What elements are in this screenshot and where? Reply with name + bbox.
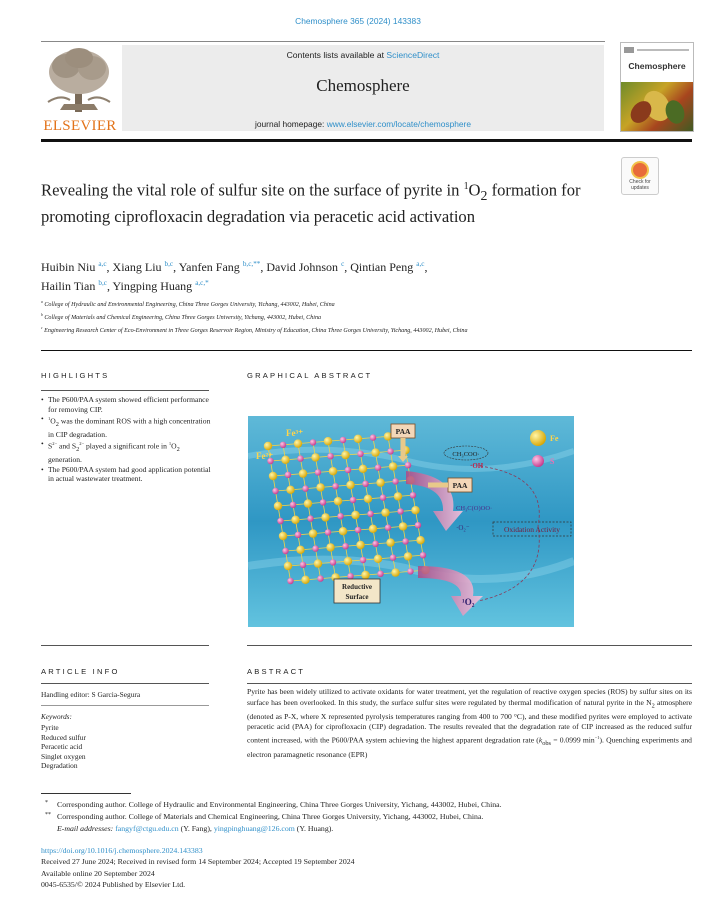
sciencedirect-link[interactable]: ScienceDirect — [386, 50, 440, 60]
s-atom — [410, 492, 416, 498]
s-atom — [392, 478, 398, 484]
ga-paa-label-1: PAA — [395, 427, 411, 436]
fe-atom — [404, 552, 412, 560]
ga-reductive-label-1: Reductive — [342, 583, 372, 591]
author-affiliation-mark[interactable]: c — [341, 260, 345, 268]
author-name[interactable]: Hailin Tian — [41, 279, 96, 293]
s-atom — [302, 485, 308, 491]
s-atom — [387, 448, 393, 454]
s-atom — [310, 439, 316, 445]
keywords-heading: Keywords: — [41, 713, 72, 721]
affiliation-b — [41, 310, 641, 323]
check-updates-text — [622, 180, 658, 191]
copyright-line: 0045-6535/© 2024 Published by Elsevier Ltd. — [41, 880, 186, 890]
abstract-part-4: ). Quenching experiments and electron paramagnetic resonance (EPR) — [247, 735, 692, 759]
fe-atom — [364, 495, 372, 503]
author-affiliation-mark[interactable]: a,c — [416, 260, 425, 268]
fe-atom — [279, 532, 287, 540]
handling-editor: Handling editor: S Garcia-Segura — [41, 690, 141, 699]
fe-atom — [316, 483, 324, 491]
cover-top-strip — [621, 43, 693, 57]
hl-o2-sub: 2 — [55, 421, 59, 429]
article-info-heading: ARTICLE INFO — [41, 667, 120, 676]
journal-citation-link[interactable]: Chemosphere 365 (2024) 143383 — [295, 16, 421, 26]
highlight-text-3: played a significant role in — [85, 441, 167, 451]
footnotes — [41, 799, 681, 836]
fe-atom — [354, 435, 362, 443]
graphical-abstract-figure[interactable] — [248, 416, 574, 627]
homepage-prefix: journal homepage: — [254, 119, 327, 129]
s-atom — [287, 578, 293, 584]
footnote-text-1: Corresponding author. College of Hydraulic and Environmental Engineering, China Three Gorges University, Yichang, 443002, Hubei, China. — [57, 800, 502, 809]
hl-generation: generation. — [48, 455, 82, 465]
fe-atom — [274, 502, 282, 510]
abstract-text — [247, 687, 692, 760]
fe-atom — [369, 525, 377, 533]
title-part-1: Revealing the vital role of sulfur site on the surface of pyrite in — [41, 180, 464, 200]
fe-atom — [411, 506, 419, 514]
affiliations — [41, 297, 641, 336]
highlight-text-2: was the dominant ROS with a high concentration in CIP degradation. — [48, 416, 211, 439]
keywords-rule — [41, 705, 209, 706]
cover-title: Chemosphere — [628, 61, 686, 71]
s-atom — [272, 488, 278, 494]
fe-atom — [291, 516, 299, 524]
ga-legend-fe-ball — [530, 430, 546, 446]
fe-atom — [301, 576, 309, 584]
s-atom — [405, 462, 411, 468]
title-o2-sub: 2 — [480, 187, 488, 203]
fe-atom — [341, 451, 349, 459]
author-affiliation-mark[interactable]: a,c,* — [195, 279, 209, 287]
abstract-k-symbol: k — [538, 735, 543, 745]
s-atom — [300, 562, 306, 568]
footnote-mark-1: * — [45, 800, 48, 806]
author-list: Huibin Niu $^{a,c}$, Xiang Liu $^{b,c}$, Yanfen Fang $^{b,c,**}$, David Johnson $^c$, Qintian Peng $^{a,c}$, Hailin Tian $^{b,c}$, Yingping Huang $^{a,c,*}$ — [41, 260, 428, 293]
fe-atom — [311, 453, 319, 461]
publisher-name: ELSEVIER — [43, 118, 117, 134]
s-atom — [282, 548, 288, 554]
header-thick-rule — [41, 139, 692, 142]
fe-atom — [361, 571, 369, 579]
abstract-part-3: = 0.0999 min — [551, 735, 595, 745]
hl-o2-sub-2: 2 — [176, 446, 180, 454]
s-atom — [312, 545, 318, 551]
abstract-rule — [247, 683, 692, 684]
graphical-abstract-heading: GRAPHICAL ABSTRACT — [247, 371, 373, 380]
s-atom — [340, 437, 346, 443]
s-atom — [357, 451, 363, 457]
affiliation-c — [41, 323, 641, 336]
s-atom — [372, 541, 378, 547]
fe-atom — [389, 462, 397, 470]
s-atom — [327, 453, 333, 459]
fe-atom — [381, 508, 389, 516]
homepage-line — [122, 119, 604, 129]
hl-o2-base-2: O — [171, 441, 177, 451]
title-part-2: formation for promoting ciprofloxacin degradation via peracetic acid activation — [41, 180, 581, 226]
s-atom — [390, 554, 396, 560]
hl-and-text: and S — [57, 441, 77, 451]
footnote-1 — [41, 799, 681, 811]
s-atom — [345, 467, 351, 473]
fe-atom — [391, 568, 399, 576]
fe-atom — [416, 536, 424, 544]
s-atom — [342, 543, 348, 549]
email-link-fang[interactable]: fangyf@ctgu.edu.cn — [115, 824, 179, 834]
highlights-list — [41, 395, 211, 484]
hl-o2-sup-2: 1 — [168, 441, 172, 447]
keywords-list — [41, 723, 86, 771]
author-name[interactable]: Huibin Niu — [41, 260, 96, 274]
s-atom — [330, 559, 336, 565]
article-title — [41, 176, 601, 227]
s-atom — [280, 442, 286, 448]
journal-title: Chemosphere — [316, 76, 410, 95]
footnote-mark-2: ** — [45, 812, 51, 819]
fe-atom — [356, 541, 364, 549]
cover-image — [621, 82, 693, 131]
ga-oh-label: ·OH — [470, 462, 484, 470]
ga-singlet-oxygen-label: ¹O₂ — [462, 597, 475, 607]
fe-atom — [376, 478, 384, 486]
s-atom — [295, 532, 301, 538]
ga-reductive-label-2: Surface — [345, 593, 369, 601]
ga-oxidation-label: Oxidation Activity — [503, 525, 561, 534]
fe-atom — [324, 437, 332, 445]
keyword-item: Degradation — [41, 761, 78, 771]
author-name[interactable]: Qintian Peng — [350, 260, 414, 274]
author-name[interactable]: David Johnson — [266, 260, 339, 274]
aff-mark-a: a — [41, 300, 43, 304]
email-who-1: (Y. Fang), — [178, 824, 214, 834]
fe-atom — [314, 559, 322, 567]
s-atom — [402, 538, 408, 544]
fe-atom — [309, 529, 317, 537]
check-updates-icon — [631, 161, 649, 179]
fe-atom — [284, 562, 292, 570]
s-atom — [380, 494, 386, 500]
s-atom — [350, 497, 356, 503]
aff-text-a: College of Hydraulic and Environmental Engineering, China Three Gorges University, Yichang, 443002, Hubei, China — [44, 302, 335, 309]
author-name[interactable]: Xiang Liu — [112, 260, 162, 274]
keyword-item: Reduced sulfur — [41, 732, 86, 742]
fe-atom — [399, 522, 407, 530]
s-atom — [415, 522, 421, 528]
s-atom — [407, 568, 413, 574]
fe-atom — [281, 456, 289, 464]
s-atom — [347, 573, 353, 579]
author-name[interactable]: Yingping Huang — [112, 279, 193, 293]
affiliation-rule — [41, 350, 692, 351]
s-atom — [377, 571, 383, 577]
hl-o2-base: O — [50, 416, 56, 426]
s-atom — [317, 575, 323, 581]
s-atom — [355, 527, 361, 533]
fe-atom — [344, 557, 352, 565]
s-atom — [320, 499, 326, 505]
available-online: Available online 20 September 2024 — [41, 868, 155, 878]
hl-o2-sup: 1 — [48, 416, 51, 422]
email-line — [41, 823, 681, 835]
s-atom — [325, 529, 331, 535]
s-atom — [307, 515, 313, 521]
abstract-n2-sub: 2 — [651, 702, 655, 710]
footnote-2 — [41, 811, 681, 823]
fe-atom — [321, 513, 329, 521]
abstract-part-1: Pyrite has been widely utilized to activate oxidants for water treatment, yet the regulation of reactive oxygen species (ROS) by sulfur sites on its surface has been overlooked. In this study, the surface sulfur sites were regulated by thermal modification of natural pyrite in the N — [247, 687, 692, 707]
fe-atom — [326, 543, 334, 551]
ga-legend-s-ball — [532, 455, 544, 467]
s-atom — [420, 552, 426, 558]
abstract-heading: ABSTRACT — [247, 667, 306, 676]
aff-mark-b: b — [41, 313, 43, 318]
article-info-rule — [41, 683, 209, 684]
highlights-rule — [41, 390, 209, 391]
fe-atom — [346, 481, 354, 489]
s-atom — [332, 483, 338, 489]
title-o: O — [468, 180, 481, 200]
highlight-item — [41, 395, 211, 414]
author-name[interactable]: Yanfen Fang — [178, 260, 240, 274]
ga-paa-label-2: PAA — [452, 481, 468, 490]
article-info-top-rule — [41, 645, 209, 646]
ga-legend-fe: Fe — [550, 434, 559, 443]
keyword-item: Singlet oxygen — [41, 751, 86, 761]
fe-atom — [394, 492, 402, 500]
keyword-item: Pyrite — [41, 723, 59, 732]
author-affiliation-mark[interactable]: b,c — [98, 279, 107, 287]
s-atom — [297, 455, 303, 461]
highlight-item — [41, 465, 211, 484]
fe-atom — [286, 486, 294, 494]
keyword-item: Peracetic acid — [41, 742, 83, 752]
header-top-rule — [41, 41, 605, 42]
title-singlet-sup: 1 — [463, 181, 469, 192]
ga-fe2-label: Fe²⁺ — [256, 451, 273, 461]
footnote-rule — [41, 793, 131, 794]
email-link-huang[interactable]: yingpinghuang@126.com — [213, 824, 295, 834]
fe-atom — [374, 555, 382, 563]
ga-ch3coo-label: CH₃COO· — [452, 451, 480, 458]
s-atom — [375, 464, 381, 470]
s-atom — [370, 434, 376, 440]
hl-s-text: S — [48, 441, 53, 451]
hl-s-sup: 2− — [52, 441, 58, 447]
author-affiliation-mark[interactable]: b,c,** — [242, 260, 261, 268]
fe-atom — [296, 546, 304, 554]
highlight-item — [41, 414, 211, 439]
highlights-heading: HIGHLIGHTS — [41, 371, 110, 380]
abstract-top-rule — [247, 645, 692, 646]
affiliation-a — [41, 297, 641, 310]
s-atom — [337, 513, 343, 519]
fe-atom — [299, 469, 307, 477]
check-line-1: Check for — [629, 179, 651, 185]
abstract-min-sup: −1 — [594, 734, 600, 740]
fe-atom — [304, 499, 312, 507]
s-atom — [285, 472, 291, 478]
s-atom — [315, 469, 321, 475]
fe-atom — [359, 465, 367, 473]
ga-ch3cooo-label: CH₃C(O)OO· — [456, 505, 493, 512]
fe-atom — [351, 511, 359, 519]
doi-link[interactable]: https://doi.org/10.1016/j.chemosphere.2024.143383 — [41, 846, 203, 855]
ga-fe3-label: Fe³⁺ — [286, 428, 303, 438]
ga-superoxide-label: ·O₂⁻ — [456, 524, 470, 532]
publication-info — [41, 845, 355, 891]
email-who-2: (Y. Huang). — [294, 824, 334, 834]
s-atom — [397, 508, 403, 514]
s-atom — [277, 518, 283, 524]
fe-atom — [386, 538, 394, 546]
hl-s2-sub: 2 — [76, 446, 80, 454]
fe-atom — [294, 439, 302, 447]
aff-mark-c: c — [41, 326, 43, 331]
contents-line — [122, 50, 604, 60]
s-atom — [362, 481, 368, 487]
abstract-part-2: atmosphere (denoted as P-X, where X represented pyrolysis temperatures ranging from 400 to 700 °C), and these modified pyrites were employed to activate peracetic acid (PAA) for ciprofloxacin (CIP) degradation. The results revealed that the degradation rate of CIP increased as the reduced sulfur content increased, with the P600/PAA system achieving the highest apparent degradation rate ( — [247, 697, 693, 745]
s-atom — [385, 524, 391, 530]
fe-atom — [339, 527, 347, 535]
highlight-text-4: The P600/PAA system had good application potential in actual wastewater treatment. — [48, 464, 211, 484]
email-label: E-mail addresses: — [57, 824, 116, 834]
s-atom — [360, 557, 366, 563]
journal-cover-thumbnail[interactable] — [620, 42, 694, 132]
contents-prefix: Contents lists available at — [286, 50, 387, 60]
check-line-2: updates — [631, 184, 649, 191]
hl-s2-sup: 2− — [79, 441, 85, 447]
s-atom — [290, 502, 296, 508]
fe-atom — [334, 497, 342, 505]
fe-atom — [329, 467, 337, 475]
footnote-text-2: Corresponding author. College of Materials and Chemical Engineering, China Three Gorges University, Yichang, 443002, Hubei, China. — [57, 812, 484, 822]
s-atom — [367, 511, 373, 517]
aff-text-c: Engineering Research Center of Eco-Environment in Three Gorges Reservoir Region, Ministry of Education, China Three Gorges University, Yichang, 443002, Hubei, China — [44, 328, 468, 335]
author-affiliation-mark[interactable]: b,c — [164, 260, 174, 268]
highlight-text-1: The P600/PAA system showed efficient performance for removing CIP. — [48, 395, 209, 414]
aff-text-b: College of Materials and Chemical Engineering, China Three Gorges University, Yichang, 443002, Hubei, China — [44, 315, 322, 322]
author-affiliation-mark[interactable]: a,c — [98, 260, 107, 268]
homepage-link[interactable]: www.elsevier.com/locate/chemosphere — [326, 119, 471, 129]
abstract-k-sub: obs — [542, 739, 552, 747]
highlight-item — [41, 439, 211, 464]
check-for-updates-badge[interactable] — [621, 157, 659, 195]
ga-legend-s: S — [550, 457, 555, 466]
fe-atom — [264, 442, 272, 450]
fe-atom — [371, 448, 379, 456]
received-dates: Received 27 June 2024; Received in revised form 14 September 2024; Accepted 19 September 2024 — [41, 857, 355, 867]
fe-atom — [269, 472, 277, 480]
